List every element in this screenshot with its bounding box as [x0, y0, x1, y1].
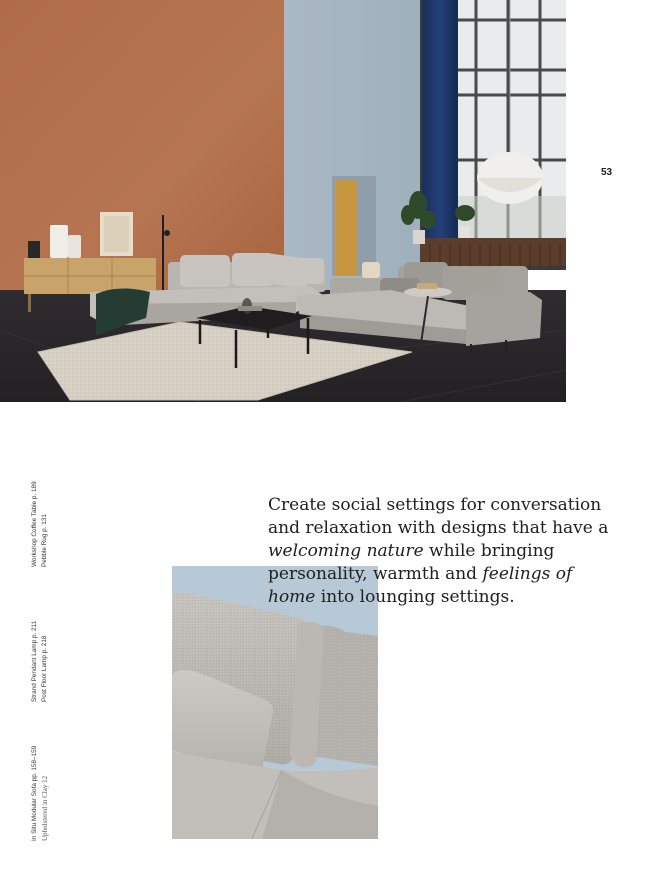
caption-line: Strand Pendant Lamp p. 211 [31, 620, 38, 702]
caption-line: Pebble Rug p. 131 [41, 514, 48, 567]
caption-coffee-table-rug [30, 481, 50, 567]
intro-paragraph [268, 494, 613, 609]
caption-line: Upholstered in Clay 12 [41, 775, 49, 841]
intro-emphasis-1: welcoming nature [268, 541, 424, 561]
page-number: 53 [601, 167, 613, 178]
caption-line: In Situ Modular Sofa pp. 158–159 [31, 745, 38, 841]
intro-text-1: Create social settings for conversation and relaxation with designs that have a [268, 495, 609, 538]
caption-line: Post Floor Lamp p. 218 [41, 635, 48, 702]
living-room-illustration [0, 0, 566, 402]
intro-text-2: while bringing personality, warmth and [268, 541, 555, 584]
caption-lamps [30, 621, 50, 702]
intro-emphasis-2: feelings of home [268, 564, 573, 607]
caption-line: Workshop Coffee Table p. 189 [31, 481, 38, 567]
living-room-photo [0, 0, 566, 402]
intro-text-3: into lounging settings. [315, 587, 515, 607]
caption-sofa [30, 746, 50, 841]
